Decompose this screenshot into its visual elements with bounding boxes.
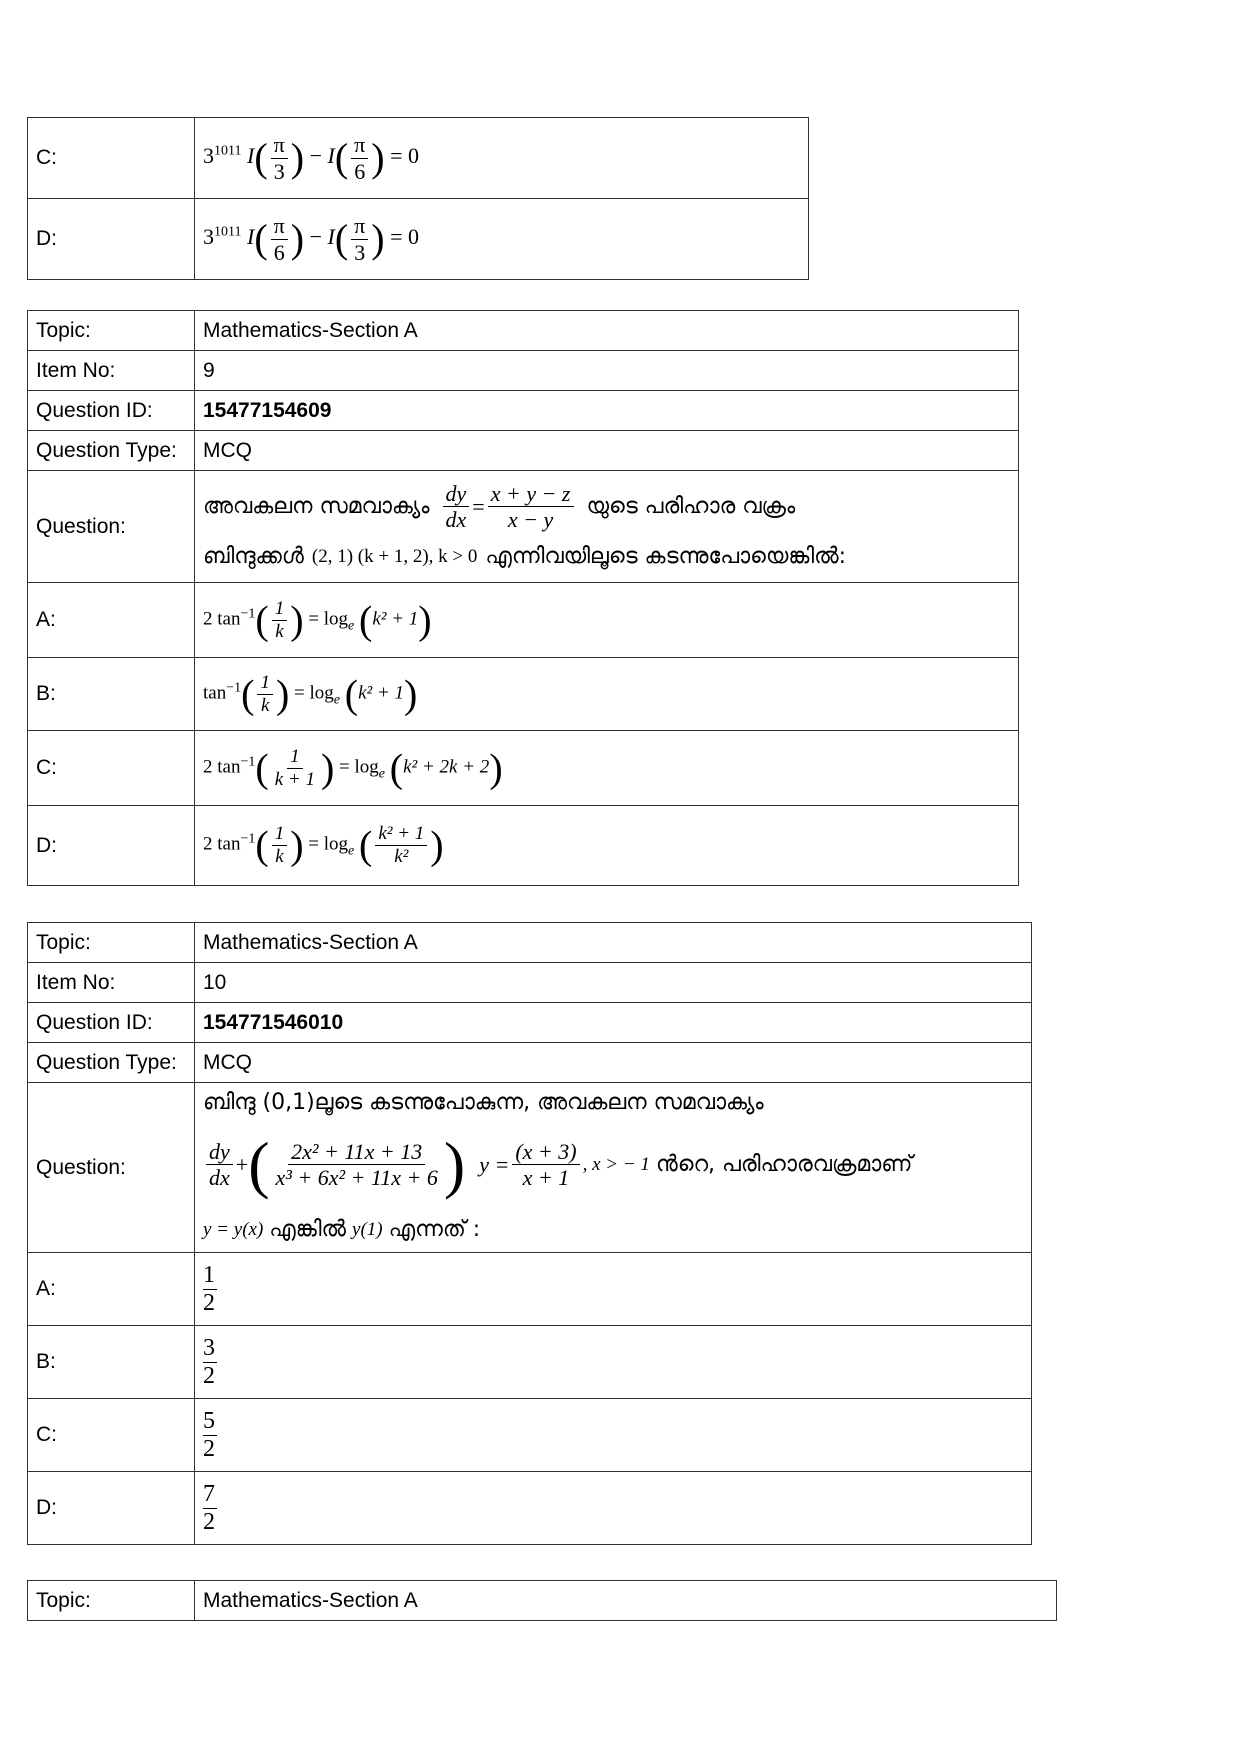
option-label: B: bbox=[28, 658, 195, 731]
option-label: C: bbox=[28, 1399, 195, 1472]
topic-value: Mathematics-Section A bbox=[195, 923, 1032, 963]
expr-func: I bbox=[327, 143, 335, 169]
option-row bbox=[28, 1472, 1032, 1545]
frac-num: 5 bbox=[203, 1408, 215, 1435]
expr-arg: k² + 1 bbox=[358, 682, 405, 704]
expr-rhs: = log bbox=[308, 833, 349, 855]
question-body bbox=[195, 471, 1019, 583]
expr-arg: k² + 2k + 2 bbox=[403, 756, 490, 778]
item-no-row bbox=[28, 963, 1032, 1003]
expr-base: 3 bbox=[203, 143, 214, 169]
expr-subscript: e bbox=[378, 766, 386, 782]
question-id-value: 154771546010 bbox=[195, 1003, 1032, 1043]
frac-den: x − y bbox=[507, 507, 554, 532]
question-type-label: Question Type: bbox=[28, 431, 195, 471]
expr-rhs: = log bbox=[308, 608, 349, 630]
option-a-value bbox=[195, 1253, 1032, 1326]
topic-row bbox=[28, 1581, 1057, 1621]
option-row bbox=[28, 1326, 1032, 1399]
frac-num: 3 bbox=[203, 1335, 215, 1362]
frac-num: 1 bbox=[272, 823, 288, 846]
question-text: ബിന്ദുക്കൾ bbox=[203, 544, 304, 569]
frac-den: k bbox=[260, 694, 270, 716]
topic-value: Mathematics-Section A bbox=[195, 311, 1019, 351]
question-text: എന്നത് : bbox=[388, 1217, 481, 1242]
item-11-table bbox=[27, 1580, 1057, 1621]
expr-rhs: = 0 bbox=[390, 224, 420, 250]
topic-label: Topic: bbox=[28, 311, 195, 351]
expr-func: I bbox=[246, 224, 255, 250]
frac-den: 6 bbox=[273, 239, 285, 265]
option-row bbox=[28, 658, 1019, 731]
frac-den: k + 1 bbox=[274, 768, 315, 790]
frac-num: π bbox=[271, 132, 288, 158]
question-id-row bbox=[28, 1003, 1032, 1043]
frac-den: 2 bbox=[203, 1508, 215, 1535]
frac-num: dy bbox=[206, 1139, 233, 1165]
expr-base: 3 bbox=[203, 224, 214, 250]
option-label: C: bbox=[28, 118, 195, 199]
item-no-label: Item No: bbox=[28, 351, 195, 391]
frac-num: π bbox=[271, 213, 288, 239]
question-id-value: 15477154609 bbox=[195, 391, 1019, 431]
option-label: C: bbox=[28, 731, 195, 806]
question-row bbox=[28, 471, 1019, 583]
option-label: A: bbox=[28, 1253, 195, 1326]
question-math: y(1) bbox=[352, 1218, 383, 1240]
topic-label: Topic: bbox=[28, 923, 195, 963]
expr-subscript: e bbox=[348, 843, 355, 859]
question-label: Question: bbox=[28, 1083, 195, 1253]
expr-rhs: = log bbox=[339, 756, 379, 778]
frac-num: 1 bbox=[272, 598, 288, 621]
option-b-value bbox=[195, 1326, 1032, 1399]
option-c-expression: $3^{1011}$ I( $\frac{\pi}{3}$ ) − I( $\frac{\pi}{6}$ ) = 0 bbox=[195, 118, 809, 199]
question-id-label: Question ID: bbox=[28, 391, 195, 431]
frac-den: x³ + 6x² + 11x + 6 bbox=[275, 1165, 438, 1190]
plus-sign: + bbox=[235, 1151, 249, 1177]
frac-den: 2 bbox=[203, 1362, 215, 1389]
question-text: ബിന്ദു (0,1)ലൂടെ കടന്നുപോകുന്ന, അവകലന സമവാക്യം bbox=[203, 1090, 764, 1115]
expr-func: 2 tan bbox=[203, 833, 241, 855]
topic-label: Topic: bbox=[28, 1581, 195, 1621]
expr-exponent: −1 bbox=[240, 831, 256, 847]
item-9-table bbox=[27, 310, 1019, 886]
frac-num: 1 bbox=[257, 672, 273, 695]
option-label: D: bbox=[28, 199, 195, 280]
frac-num: dy bbox=[443, 481, 470, 507]
frac-den: dx bbox=[445, 507, 467, 532]
option-row bbox=[28, 199, 809, 280]
question-type-row bbox=[28, 1043, 1032, 1083]
expr-rhs: = 0 bbox=[390, 143, 420, 169]
frac-den: dx bbox=[209, 1165, 230, 1190]
option-row bbox=[28, 118, 809, 199]
frac-num: 1 bbox=[287, 746, 303, 769]
option-b-expression: $\tan^{-1}$( $\frac{1}{k}$ ) = $\log_e (k^2 + 1)$ bbox=[195, 658, 1019, 731]
expr-exponent: 1011 bbox=[214, 143, 242, 159]
frac-den: k² bbox=[394, 846, 409, 867]
frac-num: k² + 1 bbox=[375, 823, 427, 846]
frac-den: x + 1 bbox=[522, 1165, 570, 1190]
option-label: D: bbox=[28, 1472, 195, 1545]
question-type-value: MCQ bbox=[195, 1043, 1032, 1083]
equals-sign: = bbox=[472, 493, 485, 519]
expr-condition: , x > − 1 bbox=[582, 1153, 650, 1175]
expr-rhs: = log bbox=[294, 682, 334, 704]
expr-func: tan bbox=[203, 682, 227, 704]
topic-value: Mathematics-Section A bbox=[195, 1581, 1057, 1621]
expr-subscript: e bbox=[333, 692, 340, 708]
expr-func: 2 tan bbox=[203, 756, 241, 778]
frac-num: 1 bbox=[203, 1262, 215, 1289]
question-id-row bbox=[28, 391, 1019, 431]
frac-den: 2 bbox=[203, 1435, 215, 1462]
item-no-value: 9 bbox=[195, 351, 1019, 391]
question-row bbox=[28, 1083, 1032, 1253]
option-row bbox=[28, 1253, 1032, 1326]
option-label: B: bbox=[28, 1326, 195, 1399]
frac-den: 2 bbox=[203, 1289, 215, 1316]
topic-row bbox=[28, 311, 1019, 351]
option-d-value bbox=[195, 1472, 1032, 1545]
expr-func: I bbox=[327, 224, 335, 250]
frac-num: (x + 3) bbox=[512, 1139, 579, 1165]
question-text: ൻറെ, പരിഹാരവക്രമാണ് bbox=[655, 1152, 913, 1177]
option-c-value bbox=[195, 1399, 1032, 1472]
item-no-label: Item No: bbox=[28, 963, 195, 1003]
expr-arg: k² + 1 bbox=[372, 608, 419, 630]
expr-func: I bbox=[246, 143, 255, 169]
frac-den: k bbox=[275, 620, 284, 642]
frac-num: 7 bbox=[203, 1481, 215, 1508]
option-c-expression: 2 $\tan^{-1}$( $\frac{1}{k + 1}$ ) = $\log_e (k^2 + 2k + 2)$ bbox=[195, 731, 1019, 806]
item-no-row bbox=[28, 351, 1019, 391]
frac-den: 3 bbox=[354, 239, 366, 265]
question-id-label: Question ID: bbox=[28, 1003, 195, 1043]
frac-num: π bbox=[351, 132, 368, 158]
frac-den: 3 bbox=[273, 158, 285, 184]
frac-num: 2x² + 11x + 13 bbox=[288, 1139, 425, 1165]
question-type-row bbox=[28, 431, 1019, 471]
question-body: ബിന്ദു (0,1)ലൂടെ കടന്നുപോകുന്ന, അവകലന സമവാക്യം $\frac{dy}{dx}$ + ( $\frac{\text{2x² + 11x + 13}}{\text{x³ + 6x² + 11x + 6}}$ ) y = $\frac{(x + 3)}{x + 1}$ , x > − 1 ൻറെ, പരിഹാരവക്രമാണ് y = y(x) എങ്കിൽ y(1) എന്നത് : bbox=[195, 1083, 1032, 1253]
option-row bbox=[28, 583, 1019, 658]
question-type-label: Question Type: bbox=[28, 1043, 195, 1083]
question-type-value: MCQ bbox=[195, 431, 1019, 471]
question-text: എന്നിവയിലൂടെ കടന്നുപോയെങ്കിൽ: bbox=[485, 544, 847, 569]
option-d-expression: $3^{1011}$ I( $\frac{\pi}{6}$ ) − I( $\frac{\pi}{3}$ ) = 0 bbox=[195, 199, 809, 280]
option-a-expression: 2 $\tan^{-1}$( $\frac{1}{k}$ ) = $\log_e (k^2 + 1)$ bbox=[195, 583, 1019, 658]
option-row bbox=[28, 1399, 1032, 1472]
frac-num: π bbox=[351, 213, 368, 239]
expr-exponent: −1 bbox=[226, 680, 242, 696]
option-label: A: bbox=[28, 583, 195, 658]
question-label: Question: bbox=[28, 471, 195, 583]
expr-exponent: 1011 bbox=[214, 224, 242, 240]
topic-row bbox=[28, 923, 1032, 963]
option-d-expression: 2 $\tan^{-1}$( $\frac{1}{k}$ ) = $\log_e$ ( $\frac{\text{k² + 1}}{\text{k²}}$ ) bbox=[195, 806, 1019, 886]
expr-subscript: e bbox=[348, 618, 355, 634]
question-math: (2, 1) (k + 1, 2), k > 0 bbox=[311, 545, 478, 567]
question-text: യുടെ പരിഹാര വക്രം bbox=[586, 494, 796, 519]
question-math: y = y(x) bbox=[203, 1218, 264, 1240]
expr-lhs: y = bbox=[479, 1151, 510, 1177]
question-text: എങ്കിൽ bbox=[269, 1217, 347, 1242]
expr-func: 2 tan bbox=[203, 608, 241, 630]
expr-exponent: −1 bbox=[240, 754, 256, 770]
item-10-table bbox=[27, 922, 1032, 1545]
frac-den: 6 bbox=[354, 158, 366, 184]
option-label: D: bbox=[28, 806, 195, 886]
prev-item-options-table bbox=[27, 117, 809, 280]
question-text: അവകലന സമവാക്യം bbox=[203, 494, 430, 519]
expr-exponent: −1 bbox=[240, 606, 256, 622]
frac-num: x + y − z bbox=[488, 481, 574, 507]
item-no-value: 10 bbox=[195, 963, 1032, 1003]
frac-den: k bbox=[275, 846, 284, 867]
option-row bbox=[28, 806, 1019, 886]
option-row bbox=[28, 731, 1019, 806]
